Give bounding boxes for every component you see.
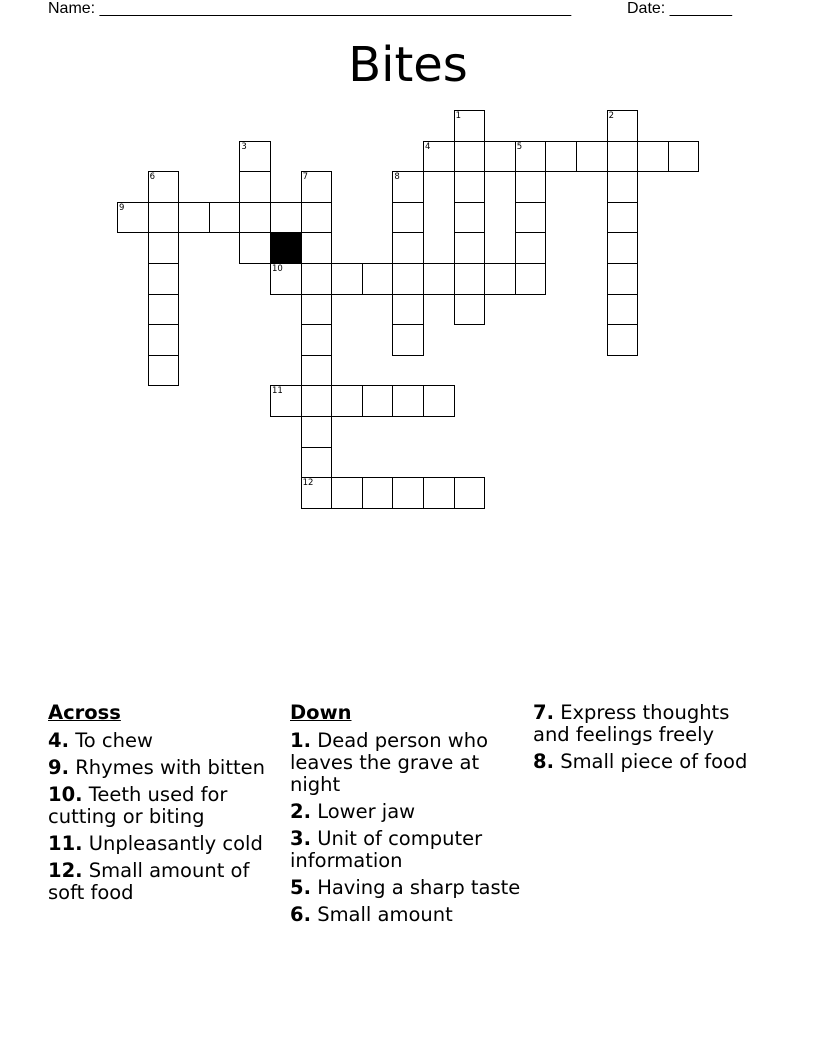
down-heading: Down [290, 701, 352, 724]
grid-cell[interactable] [392, 202, 424, 234]
grid-cell[interactable] [454, 202, 486, 234]
grid-cell[interactable] [576, 141, 608, 173]
across-heading: Across [48, 701, 121, 724]
cell-number: 10 [272, 264, 283, 274]
clue-across-12: 12. Small amount of soft food [48, 859, 250, 904]
grid-cell[interactable] [392, 324, 424, 356]
grid-cell[interactable] [178, 202, 210, 234]
grid-cell[interactable] [515, 141, 547, 173]
grid-cell[interactable] [301, 385, 333, 417]
grid-cell[interactable] [148, 232, 180, 264]
grid-cell[interactable] [515, 202, 547, 234]
grid-cell[interactable] [331, 477, 363, 509]
grid-cell[interactable] [607, 202, 639, 234]
grid-cell[interactable] [148, 263, 180, 295]
grid-cell[interactable] [454, 232, 486, 264]
grid-cell[interactable] [607, 294, 639, 326]
grid-cell[interactable] [392, 477, 424, 509]
grid-cell[interactable] [423, 141, 455, 173]
grid-cell[interactable] [607, 232, 639, 264]
grid-cell[interactable] [301, 324, 333, 356]
grid-cell[interactable] [454, 477, 486, 509]
grid-cell[interactable] [362, 385, 394, 417]
cell-number: 6 [149, 172, 156, 183]
grid-cell[interactable] [148, 202, 180, 234]
grid-cell[interactable] [301, 263, 333, 295]
grid-cell[interactable] [270, 385, 302, 417]
grid-cell[interactable] [270, 202, 302, 234]
grid-cell[interactable] [301, 416, 333, 448]
down-column [290, 702, 526, 931]
name-field[interactable]: Name: _____________________________________________________ [48, 0, 572, 17]
grid-cell[interactable] [148, 355, 180, 387]
grid-cell[interactable] [454, 171, 486, 203]
grid-cell[interactable] [668, 141, 700, 173]
grid-cell[interactable] [607, 263, 639, 295]
clue-down-6: 6. Small amount [290, 903, 453, 926]
across-column [48, 702, 273, 909]
cell-number: 11 [272, 386, 283, 397]
grid-cell[interactable] [392, 385, 424, 417]
clue-down-7: 7. Express thoughts and feelings freely [533, 701, 730, 746]
grid-cell[interactable] [148, 294, 180, 326]
grid-cell[interactable] [423, 385, 455, 417]
clue-across-11: 11. Unpleasantly cold [48, 832, 263, 855]
grid-cell[interactable] [239, 171, 271, 203]
clue-down-2: 2. Lower jaw [290, 800, 416, 823]
grid-cell[interactable] [362, 263, 394, 295]
grid-cell[interactable] [392, 171, 424, 203]
grid-cell[interactable] [331, 263, 363, 295]
cell-number: 4 [425, 141, 431, 152]
grid-cell[interactable] [515, 232, 547, 264]
grid-cell[interactable] [301, 294, 333, 326]
grid-cell[interactable] [301, 171, 333, 203]
grid-cell[interactable] [423, 263, 455, 295]
clue-across-10: 10. Teeth used for cutting or biting [48, 783, 228, 828]
clue-down-5: 5. Having a sharp taste [290, 876, 521, 899]
grid-cell[interactable] [239, 141, 271, 173]
grid-cell[interactable] [301, 355, 333, 387]
grid-block [270, 232, 302, 264]
grid-cell[interactable] [484, 141, 516, 173]
down-column-continued [533, 702, 763, 778]
grid-cell[interactable] [607, 324, 639, 356]
cell-number: 2 [608, 111, 615, 121]
date-field[interactable]: Date: _______ [627, 0, 732, 17]
grid-cell[interactable] [607, 171, 639, 203]
clue-across-9: 9. Rhymes with bitten [48, 756, 265, 779]
grid-cell[interactable] [637, 141, 669, 173]
grid-cell[interactable] [239, 232, 271, 264]
grid-cell[interactable] [484, 263, 516, 295]
grid-cell[interactable] [392, 232, 424, 264]
clue-across-4: 4. To chew [48, 729, 153, 752]
clue-down-3: 3. Unit of computer information [290, 827, 483, 872]
grid-cell[interactable] [148, 171, 180, 203]
grid-cell[interactable] [454, 141, 486, 173]
grid-cell[interactable] [301, 447, 333, 479]
grid-cell[interactable] [454, 263, 486, 295]
grid-cell[interactable] [607, 141, 639, 173]
cell-number: 12 [302, 478, 314, 489]
grid-cell[interactable] [515, 171, 547, 203]
cell-number: 9 [119, 202, 125, 213]
grid-cell[interactable] [148, 324, 180, 356]
grid-cell[interactable] [117, 202, 149, 234]
grid-cell[interactable] [331, 385, 363, 417]
grid-cell[interactable] [301, 232, 333, 264]
grid-cell[interactable] [239, 202, 271, 234]
grid-cell[interactable] [607, 110, 639, 142]
grid-cell[interactable] [362, 477, 394, 509]
puzzle-title: Bites [348, 37, 468, 93]
cell-number: 3 [241, 141, 247, 152]
grid-cell[interactable] [423, 477, 455, 509]
grid-cell[interactable] [392, 263, 424, 295]
clue-down-8: 8. Small piece of food [533, 750, 748, 773]
cell-number: 8 [394, 172, 400, 183]
grid-cell[interactable] [392, 294, 424, 326]
clue-down-1: 1. Dead person who leaves the grave at night [290, 729, 489, 796]
grid-cell[interactable] [454, 110, 486, 142]
cell-number: 5 [516, 141, 523, 152]
grid-cell[interactable] [209, 202, 241, 234]
crossword-grid [0, 0, 816, 520]
grid-cell[interactable] [270, 263, 302, 295]
grid-cell[interactable] [545, 141, 577, 173]
cell-number: 1 [455, 111, 462, 121]
grid-cell[interactable] [301, 202, 333, 234]
grid-cell[interactable] [515, 263, 547, 295]
grid-cell[interactable] [454, 294, 486, 326]
cell-number: 7 [302, 172, 309, 183]
grid-cell[interactable] [301, 477, 333, 509]
